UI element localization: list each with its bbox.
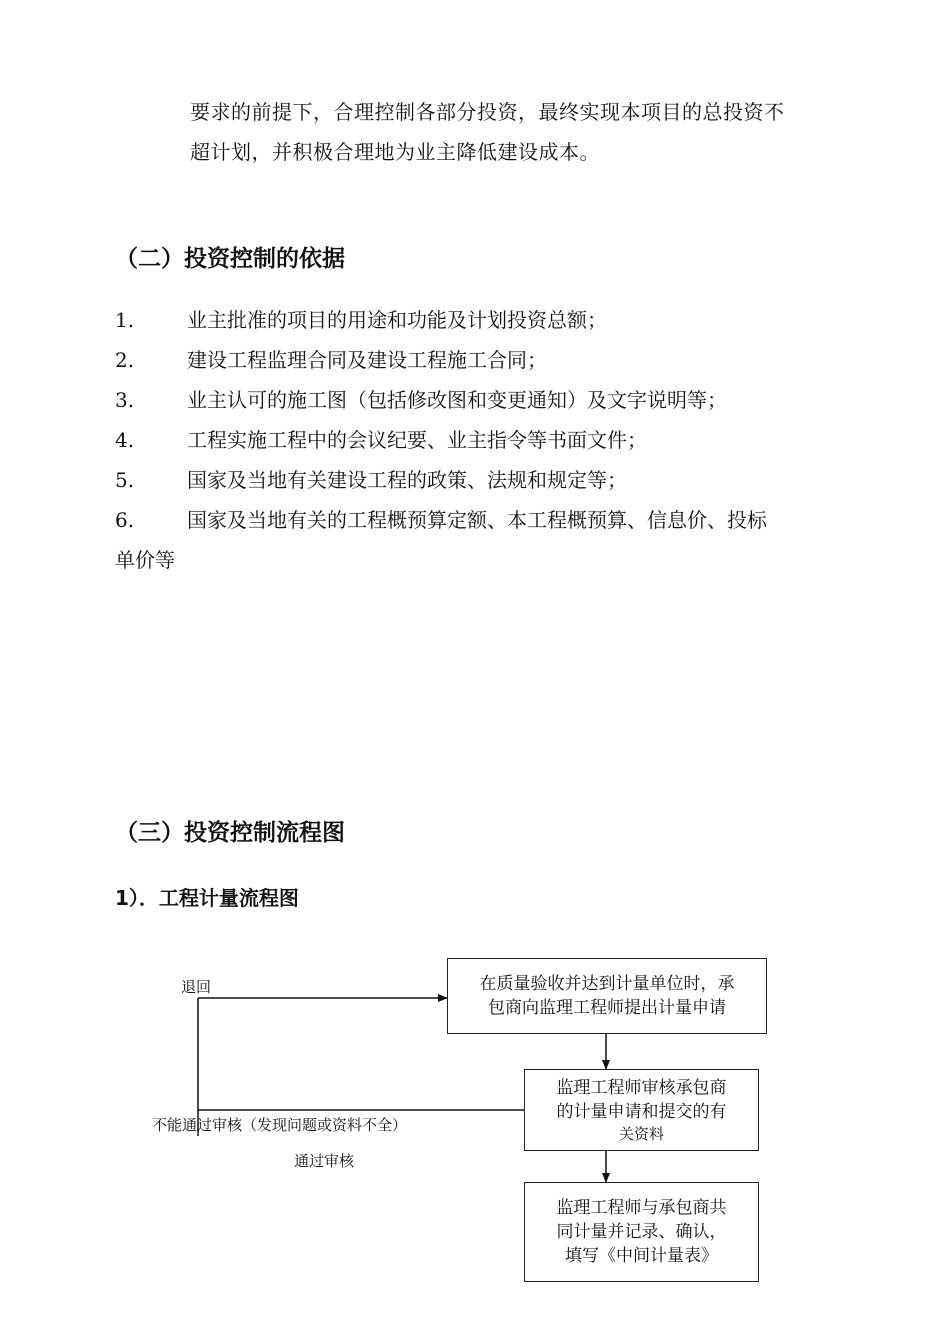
list-item-number: 4.	[115, 428, 135, 452]
intro-line-2: 超计划，并积极合理地为业主降低建设成本。	[190, 140, 600, 164]
list-item-text: 业主认可的施工图（包括修改图和变更通知）及文字说明等；	[187, 388, 727, 412]
box3-line-2: 同计量并记录、确认，	[556, 1222, 727, 1242]
flow-box-joint-measurement	[524, 1182, 759, 1282]
list-item-text: 国家及当地有关建设工程的政策、法规和规定等；	[187, 468, 627, 492]
section-3-heading: （三）投资控制流程图	[115, 820, 345, 846]
list-item-text: 业主批准的项目的用途和功能及计划投资总额；	[187, 308, 607, 332]
box3-line-1: 监理工程师与承包商共	[556, 1198, 727, 1218]
flow-box-review	[524, 1069, 759, 1151]
fail-label: 不能通过审核（发现问题或资料不全）	[152, 1116, 408, 1134]
list-item-number: 3.	[115, 388, 135, 412]
box1-line-2: 包商向监理工程师提出计量申请	[488, 998, 726, 1018]
box3-line-3: 填写《中间计量表》	[565, 1246, 718, 1266]
list-item-text: 建设工程监理合同及建设工程施工合同；	[187, 348, 547, 372]
box2-line-2: 的计量申请和提交的有	[556, 1102, 727, 1122]
flowchart-subheading: 1）．工程计量流程图	[115, 886, 299, 910]
list-item-text: 工程实施工程中的会议纪要、业主指令等书面文件；	[187, 428, 647, 452]
pass-label: 通过审核	[294, 1152, 355, 1170]
list-item-number: 6.	[115, 508, 135, 532]
list-item-number: 5.	[115, 468, 135, 492]
box1-line-1: 在质量验收并达到计量单位时，承	[479, 974, 735, 994]
list-item-text-continued: 单价等	[115, 548, 175, 572]
list-item-number: 2.	[115, 348, 135, 372]
list-item-text: 国家及当地有关的工程概预算定额、本工程概预算、信息价、投标	[187, 508, 767, 532]
flow-box-measurement-request	[447, 958, 767, 1034]
section-2-heading: （二）投资控制的依据	[115, 246, 345, 272]
box2-line-3: 关资料	[618, 1125, 664, 1143]
return-label: 退回	[181, 978, 212, 996]
intro-line-1: 要求的前提下，合理控制各部分投资，最终实现本项目的总投资不	[190, 100, 785, 124]
box2-line-1: 监理工程师审核承包商	[556, 1078, 727, 1098]
list-item-number: 1.	[115, 308, 135, 332]
